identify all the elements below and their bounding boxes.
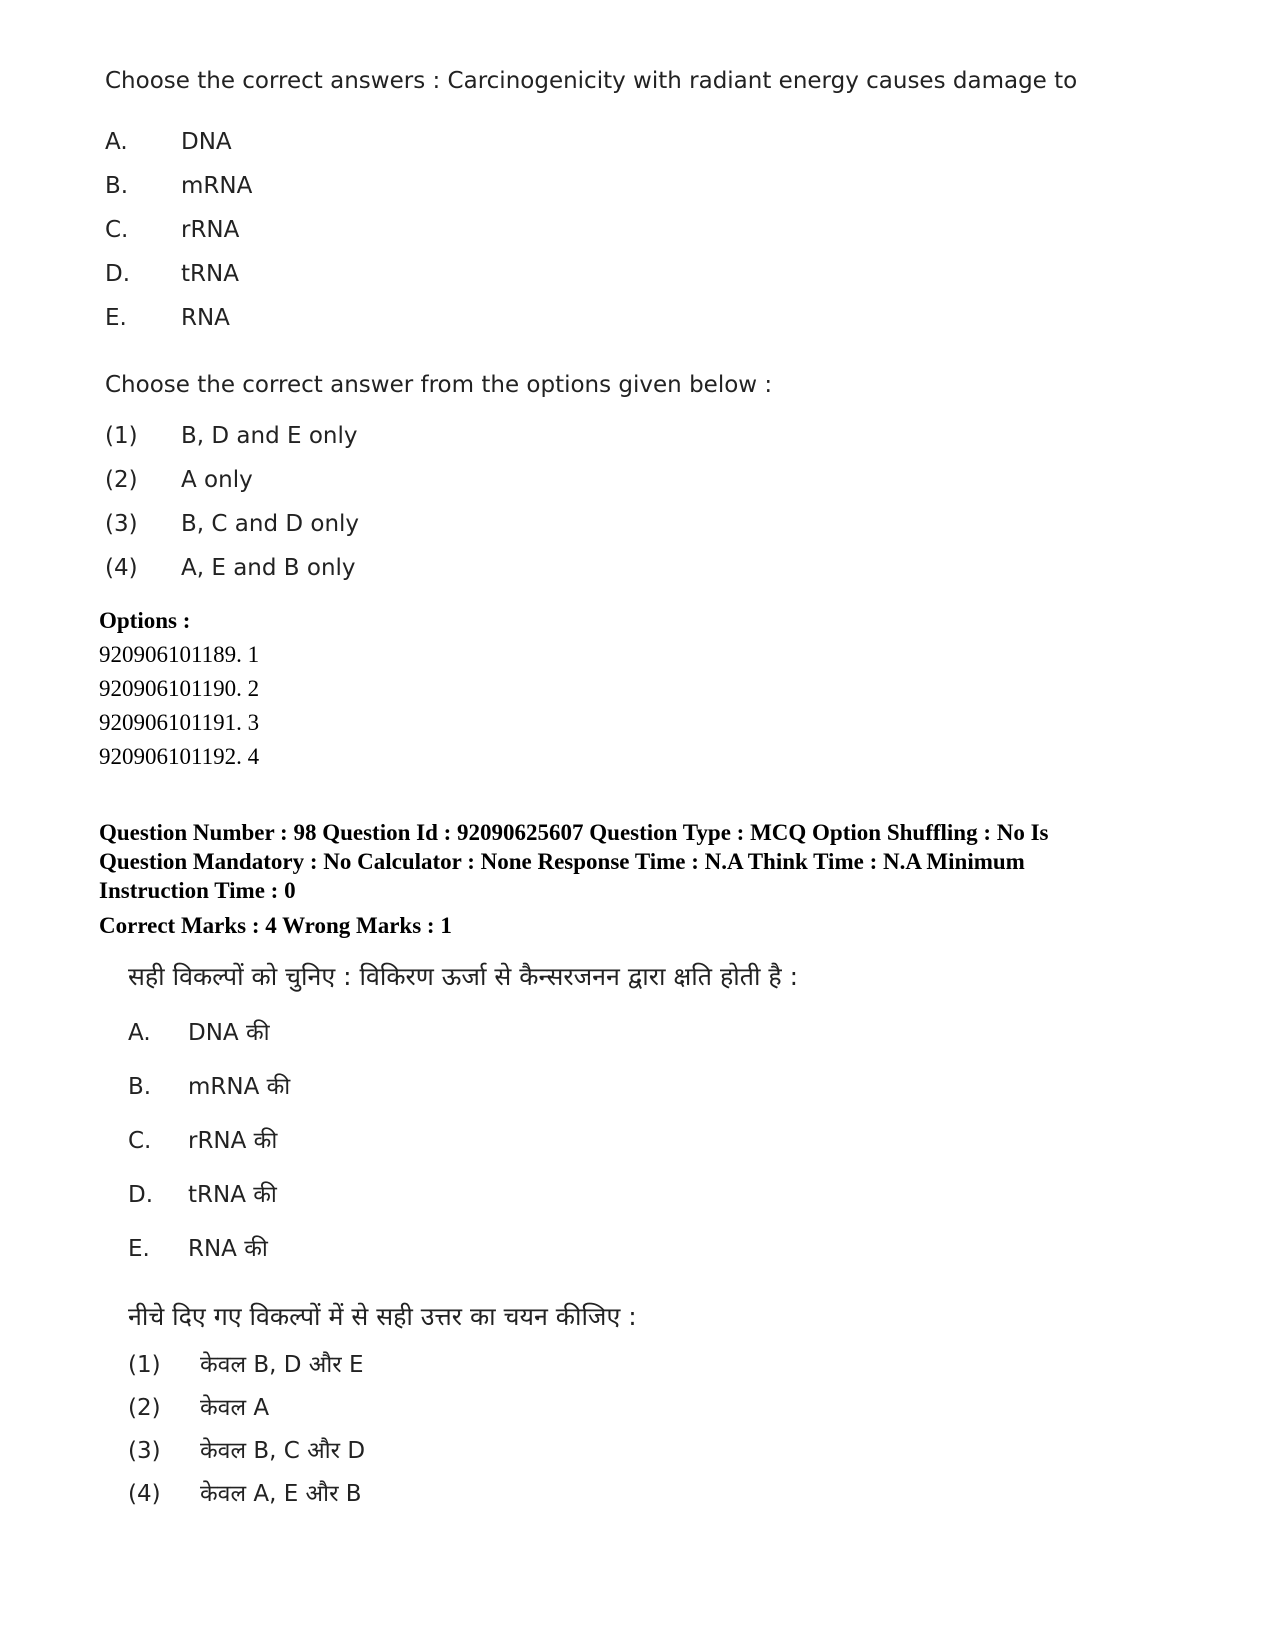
statement-item bbox=[128, 1006, 1228, 1060]
option-row: 920906101192. 4 bbox=[99, 744, 260, 769]
statement-label: C. bbox=[128, 1128, 152, 1154]
statement-text: mRNA की bbox=[188, 1074, 291, 1100]
options-heading: Options : bbox=[99, 608, 191, 633]
statement-item bbox=[128, 1168, 1228, 1222]
statement-item bbox=[128, 1114, 1228, 1168]
choice-label: (1) bbox=[105, 423, 138, 449]
statement-item bbox=[105, 252, 1205, 296]
answer-choice bbox=[128, 1387, 1228, 1430]
question-stem: Choose the correct answers : Carcinogenicity with radiant energy causes damage to bbox=[105, 68, 1078, 94]
statement-text: mRNA bbox=[181, 173, 253, 199]
choice-label: (3) bbox=[105, 511, 138, 537]
choice-text: A only bbox=[181, 467, 253, 493]
statement-label: A. bbox=[105, 129, 128, 155]
answer-choice bbox=[105, 414, 1205, 458]
question-english bbox=[105, 64, 1205, 590]
option-row: 920906101191. 3 bbox=[99, 710, 260, 735]
choice-text: केवल A, E और B bbox=[200, 1481, 362, 1507]
statement-label: A. bbox=[128, 1020, 151, 1046]
choice-label: (2) bbox=[105, 467, 138, 493]
marks-line: Correct Marks : 4 Wrong Marks : 1 bbox=[99, 913, 452, 938]
statement-label: B. bbox=[128, 1074, 152, 1100]
choice-text: केवल A bbox=[200, 1395, 270, 1421]
choice-text: B, D and E only bbox=[181, 423, 358, 449]
statement-text: DNA की bbox=[188, 1020, 270, 1046]
statement-label: D. bbox=[105, 261, 131, 287]
choice-label: (3) bbox=[128, 1438, 161, 1464]
question-hindi bbox=[128, 960, 1228, 1516]
meta-line: Question Number : 98 Question Id : 92090625607 Question Type : MCQ Option Shuffling : No Is bbox=[99, 820, 1049, 845]
statement-text: RNA की bbox=[188, 1236, 268, 1262]
choice-text: केवल B, D और E bbox=[200, 1352, 364, 1378]
choose-instruction: Choose the correct answer from the options given below : bbox=[105, 372, 773, 398]
answer-choice bbox=[128, 1430, 1228, 1473]
question-meta bbox=[99, 818, 1199, 940]
choice-text: A, E and B only bbox=[181, 555, 356, 581]
statement-item bbox=[105, 164, 1205, 208]
answer-choice bbox=[128, 1344, 1228, 1387]
statement-text: rRNA की bbox=[188, 1128, 278, 1154]
statement-item bbox=[128, 1060, 1228, 1114]
statement-text: tRNA की bbox=[188, 1182, 277, 1208]
option-row: 920906101189. 1 bbox=[99, 642, 260, 667]
choice-label: (2) bbox=[128, 1395, 161, 1421]
choose-instruction-hindi: नीचे दिए गए विकल्पों में से सही उत्तर का चयन कीजिए : bbox=[128, 1302, 637, 1331]
meta-line: Question Mandatory : No Calculator : None Response Time : N.A Think Time : N.A Minimum bbox=[99, 849, 1025, 874]
answer-choice bbox=[105, 502, 1205, 546]
choice-label: (1) bbox=[128, 1352, 161, 1378]
option-row: 920906101190. 2 bbox=[99, 676, 260, 701]
statement-text: RNA bbox=[181, 305, 230, 331]
statement-label: D. bbox=[128, 1182, 154, 1208]
statement-label: E. bbox=[128, 1236, 150, 1262]
statement-text: tRNA bbox=[181, 261, 239, 287]
statement-item bbox=[105, 120, 1205, 164]
statement-item bbox=[105, 296, 1205, 340]
statement-label: B. bbox=[105, 173, 129, 199]
statement-text: rRNA bbox=[181, 217, 240, 243]
choice-text: B, C and D only bbox=[181, 511, 360, 537]
choice-text: केवल B, C और D bbox=[200, 1438, 366, 1464]
statement-item bbox=[128, 1222, 1228, 1276]
statement-label: E. bbox=[105, 305, 127, 331]
choice-label: (4) bbox=[105, 555, 138, 581]
question-stem-hindi: सही विकल्पों को चुनिए : विकिरण ऊर्जा से कैन्सरजनन द्वारा क्षति होती है : bbox=[128, 962, 799, 991]
meta-line: Instruction Time : 0 bbox=[99, 878, 296, 903]
options-list bbox=[99, 604, 799, 774]
answer-choice bbox=[105, 546, 1205, 590]
statement-label: C. bbox=[105, 217, 129, 243]
choice-label: (4) bbox=[128, 1481, 161, 1507]
statement-text: DNA bbox=[181, 129, 232, 155]
statement-item bbox=[105, 208, 1205, 252]
answer-choice bbox=[105, 458, 1205, 502]
answer-choice bbox=[128, 1473, 1228, 1516]
